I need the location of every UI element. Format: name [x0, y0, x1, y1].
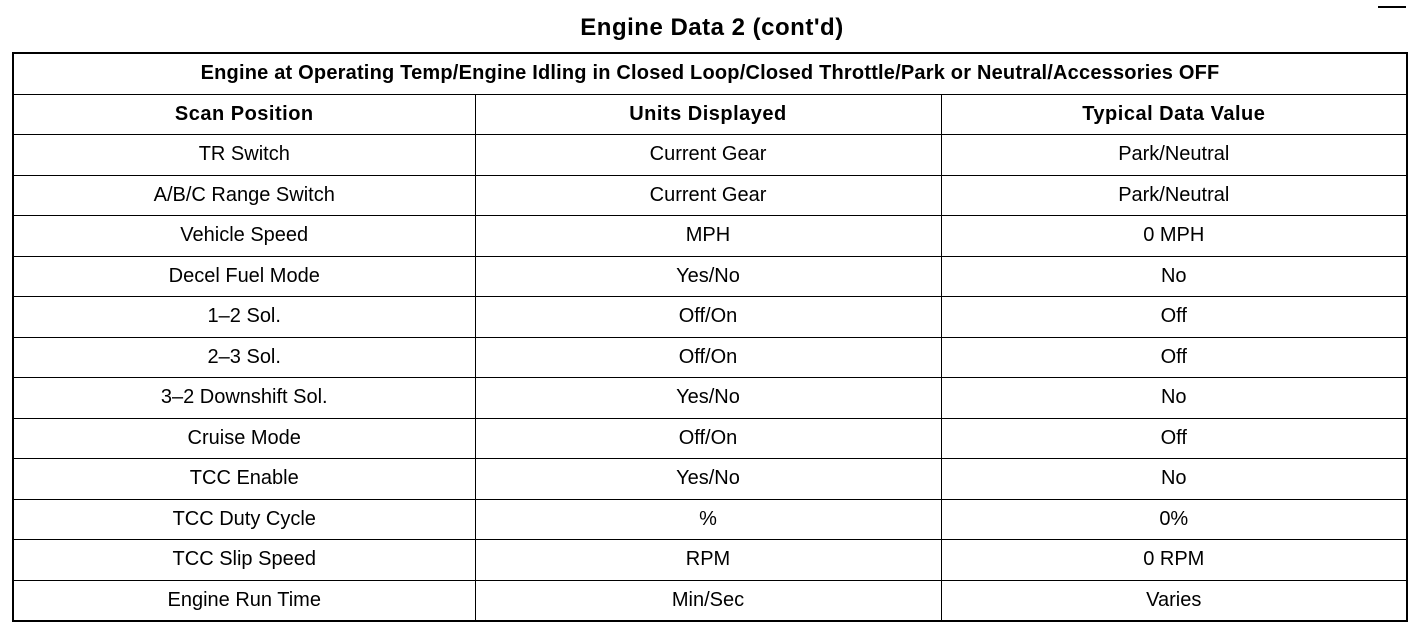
scan-position-cell: Vehicle Speed	[13, 216, 475, 257]
engine-data-table	[12, 52, 1408, 622]
typical-value-cell: No	[941, 459, 1407, 500]
table-row	[13, 135, 1407, 176]
table-row	[13, 499, 1407, 540]
table-row	[13, 540, 1407, 581]
scan-position-cell: 3–2 Downshift Sol.	[13, 378, 475, 419]
corner-mark	[1378, 6, 1406, 8]
scan-position-cell: TCC Duty Cycle	[13, 499, 475, 540]
header-typical-data-value: Typical Data Value	[941, 94, 1407, 135]
typical-value-cell: 0 MPH	[941, 216, 1407, 257]
typical-value-cell: Park/Neutral	[941, 175, 1407, 216]
units-cell: Off/On	[475, 297, 941, 338]
units-cell: Current Gear	[475, 135, 941, 176]
typical-value-cell: 0%	[941, 499, 1407, 540]
scan-position-cell: TCC Slip Speed	[13, 540, 475, 581]
units-cell: %	[475, 499, 941, 540]
scan-position-cell: TR Switch	[13, 135, 475, 176]
units-cell: Min/Sec	[475, 580, 941, 621]
header-units-displayed: Units Displayed	[475, 94, 941, 135]
table-row	[13, 216, 1407, 257]
typical-value-cell: Park/Neutral	[941, 135, 1407, 176]
scan-position-cell: TCC Enable	[13, 459, 475, 500]
units-cell: Yes/No	[475, 256, 941, 297]
typical-value-cell: Varies	[941, 580, 1407, 621]
scan-position-cell: Decel Fuel Mode	[13, 256, 475, 297]
table-row	[13, 418, 1407, 459]
typical-value-cell: 0 RPM	[941, 540, 1407, 581]
page-title: Engine Data 2 (cont'd)	[580, 14, 844, 41]
table-row	[13, 256, 1407, 297]
typical-value-cell: Off	[941, 337, 1407, 378]
units-cell: RPM	[475, 540, 941, 581]
scan-position-cell: 1–2 Sol.	[13, 297, 475, 338]
units-cell: Current Gear	[475, 175, 941, 216]
table-row	[13, 175, 1407, 216]
scan-position-cell: Cruise Mode	[13, 418, 475, 459]
scan-position-cell: 2–3 Sol.	[13, 337, 475, 378]
scan-position-cell: Engine Run Time	[13, 580, 475, 621]
header-scan-position: Scan Position	[13, 94, 475, 135]
units-cell: Off/On	[475, 418, 941, 459]
condition-text: Engine at Operating Temp/Engine Idling in Closed Loop/Closed Throttle/Park or Neutral/Accessories OFF	[13, 53, 1407, 94]
table-row	[13, 580, 1407, 621]
table-row	[13, 459, 1407, 500]
typical-value-cell: No	[941, 378, 1407, 419]
typical-value-cell: Off	[941, 418, 1407, 459]
units-cell: MPH	[475, 216, 941, 257]
scan-position-cell: A/B/C Range Switch	[13, 175, 475, 216]
units-cell: Yes/No	[475, 378, 941, 419]
table-row	[13, 337, 1407, 378]
units-cell: Off/On	[475, 337, 941, 378]
condition-row	[13, 53, 1407, 94]
table-row	[13, 378, 1407, 419]
typical-value-cell: Off	[941, 297, 1407, 338]
header-row	[13, 94, 1407, 135]
table-row	[13, 297, 1407, 338]
typical-value-cell: No	[941, 256, 1407, 297]
units-cell: Yes/No	[475, 459, 941, 500]
